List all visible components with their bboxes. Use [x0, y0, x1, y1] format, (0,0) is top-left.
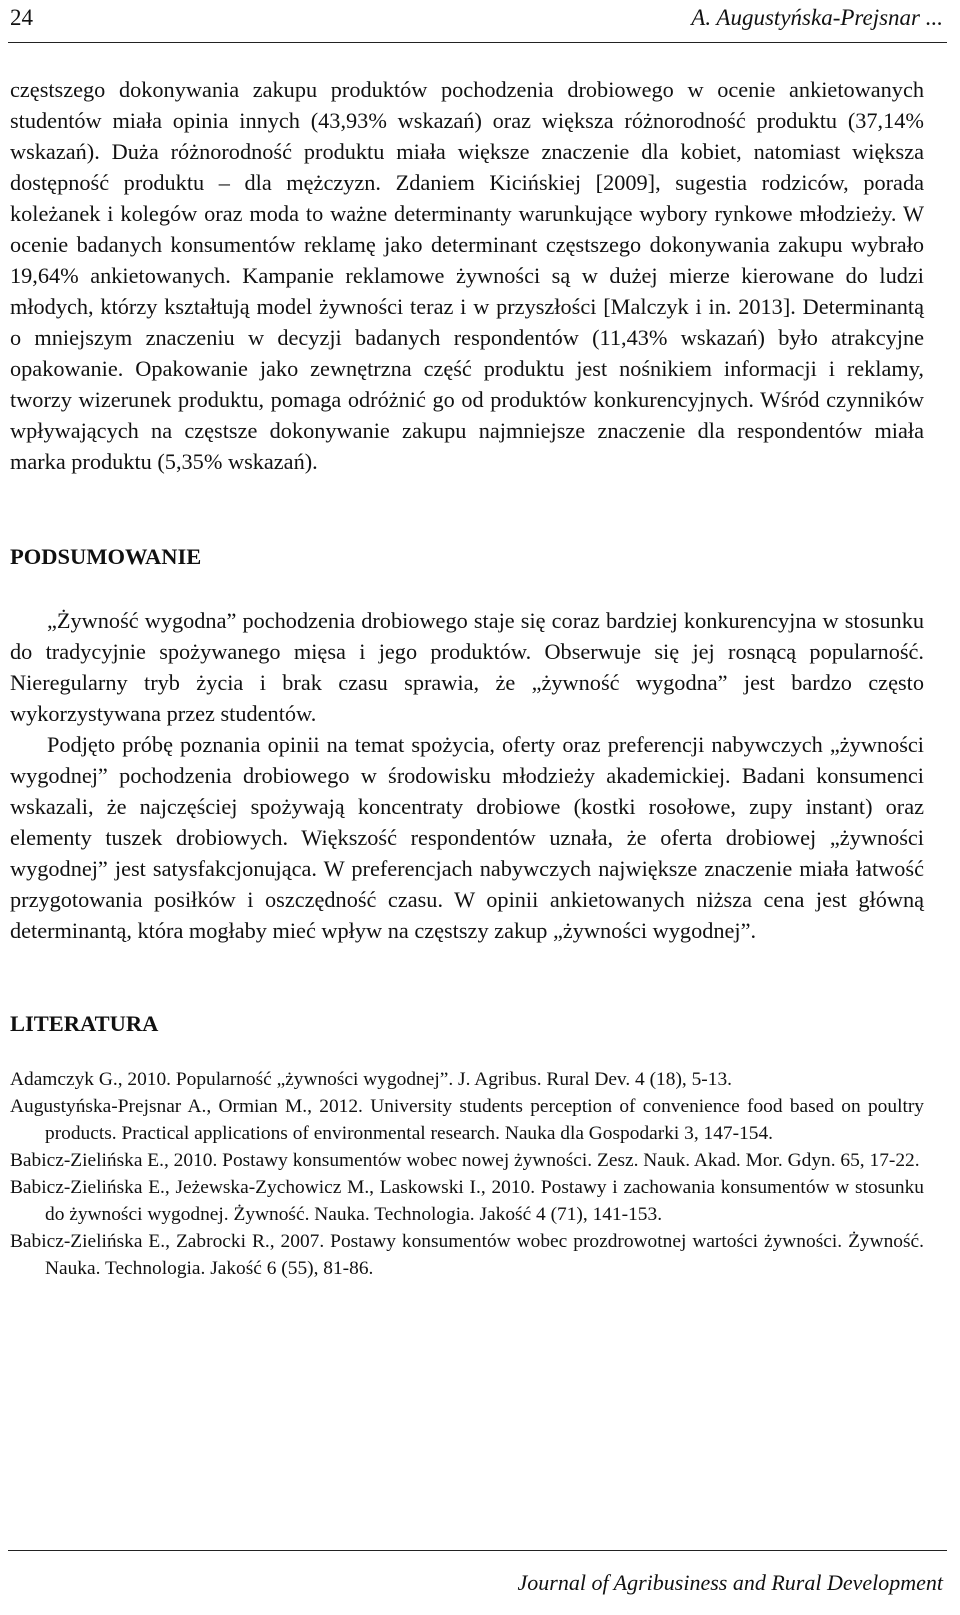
running-head: A. Augustyńska-Prejsnar ...: [691, 5, 943, 30]
summary-paragraph: „Żywność wygodna” pochodzenia drobiowego staje się coraz bardziej konkurencyjna w stosunku do tradycyjnie spożywanego mięsa i jego produktów. Obserwuje się jej rosnącą popularność. Nieregularny tryb życia i brak czasu sprawia, że „żywność wygodna” jest bardzo często wykorzystywana przez studentów.: [10, 608, 924, 726]
reference-item: Babicz-Zielińska E., Zabrocki R., 2007. Postawy konsumentów wobec prozdrowotnej wartości żywności. Żywność. Nauka. Technologia. Jakość 6 (55), 81-86.: [10, 1231, 924, 1279]
section-heading-summary: PODSUMOWANIE: [10, 544, 202, 569]
body-paragraph: częstszego dokonywania zakupu produktów pochodzenia drobiowego w ocenie ankietowanych studentów miała opinia innych (43,93% wskazań) oraz większa różnorodność produktu (37,14% wskazań). Duża różnorodność produktu miała większe znaczenie dla kobiet, natomiast większa dostępność produktu – dla mężczyzn. Zdaniem Kicińskiej [2009], sugestia rodziców, porada koleżanek i kolegów oraz moda to ważne determinanty warunkujące wybory rynkowe młodzieży. W ocenie badanych konsumentów reklamę jako determinant częstszego dokonywania zakupu wybrało 19,64% ankietowanych. Kampanie reklamowe żywności są w dużej mierze kierowane do ludzi młodych, którzy kształtują model żywności teraz i w przyszłości [Malczyk i in. 2013]. Determinantą o mniejszym znaczeniu w decyzji badanych respondentów (11,43% wskazań) było atrakcyjne opakowanie. Opakowanie jako zewnętrzna część produktu jest nośnikiem informacji i reklamy, tworzy wizerunek produktu, pomaga odróżnić go od produktów konkurencyjnych. Wśród czynników wpływających na częstsze dokonywanie zakupu najmniejsze znaczenie dla respondentów miała marka produktu (5,35% wskazań).: [10, 77, 924, 474]
journal-name: Journal of Agribusiness and Rural Development: [517, 1570, 943, 1595]
page-content: [10, 74, 924, 1282]
page-header: [8, 0, 947, 43]
reference-item: Babicz-Zielińska E., Jeżewska-Zychowicz M., Laskowski I., 2010. Postawy i zachowania konsumentów w stosunku do żywności wygodnej. Żywność. Nauka. Technologia. Jakość 4 (71), 141-153.: [10, 1177, 924, 1225]
reference-list: [10, 1066, 924, 1282]
reference-item: Augustyńska-Prejsnar A., Ormian M., 2012. University students perception of convenience food based on poultry products. Practical applications of environmental research. Nauka dla Gospodarki 3, 147-154.: [10, 1096, 924, 1144]
summary-paragraph: Podjęto próbę poznania opinii na temat spożycia, oferty oraz preferencji nabywczych „żywności wygodnej” pochodzenia drobiowego w środowisku młodzieży akademickiej. Badani konsumenci wskazali, że najczęściej spożywają koncentraty drobiowe (kostki rosołowe, zupy instant) oraz elementy tuszek drobiowych. Większość respondentów uznała, że oferta drobiowej „żywności wygodnej” jest satysfakcjonująca. W preferencjach nabywczych największe znaczenie miała łatwość przygotowania posiłków i oszczędność czasu. W opinii ankietowanych niższa cena jest główną determinantą, która mogłaby mieć wpływ na częstszy zakup „żywności wygodnej”.: [10, 732, 924, 943]
reference-item: Adamczyk G., 2010. Popularność „żywności wygodnej”. J. Agribus. Rural Dev. 4 (18), 5-13.: [10, 1069, 732, 1090]
page-footer: [8, 1550, 947, 1615]
section-heading-literature: LITERATURA: [10, 1011, 159, 1036]
page-number: 24: [10, 5, 33, 30]
reference-item: Babicz-Zielińska E., 2010. Postawy konsumentów wobec nowej żywności. Zesz. Nauk. Akad. Mor. Gdyn. 65, 17-22.: [10, 1150, 920, 1171]
